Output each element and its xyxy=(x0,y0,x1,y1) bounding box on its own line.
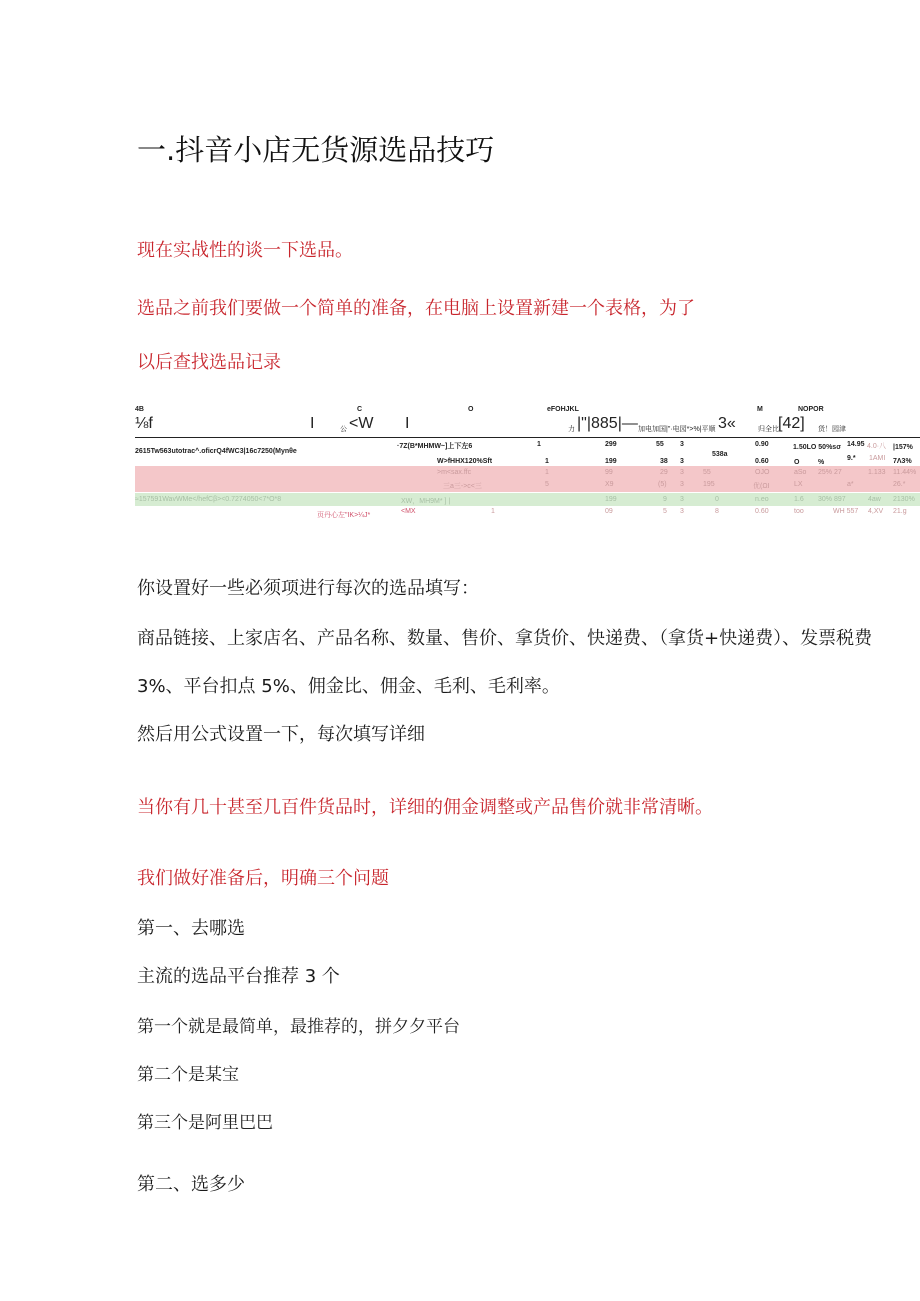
intro-line-1: 现在实战性的谈一下选品。 xyxy=(137,240,353,261)
sheet-cell: 9.* xyxy=(847,455,856,462)
sheet-cell: 1AMI xyxy=(869,455,886,462)
sheet-cell: X9 xyxy=(605,481,614,488)
sheet-cell: >m<sax.ffc xyxy=(437,469,472,476)
sheet-cell: 页丹心左"IK>¼J* xyxy=(317,512,371,519)
sheet-cell: LX xyxy=(794,481,803,488)
sheet-cell: 538a xyxy=(712,451,728,458)
sheet-cell: ·7Z(B*MHMW~]上下左6 xyxy=(397,443,473,450)
sheet-cell: 55 xyxy=(703,469,711,476)
header-cell: I xyxy=(310,415,315,432)
page-title: 一.抖音小店无货源选品技巧 xyxy=(137,133,495,167)
sheet-cell: % xyxy=(818,459,825,466)
sheet-cell: 3 xyxy=(680,458,684,465)
sheet-cell: 0.60 xyxy=(755,508,769,515)
header-cell: ⅛f xyxy=(135,415,153,432)
col-letter: eFOHJKL xyxy=(547,406,579,413)
fields-line-1: 商品链接、上家店名、产品名称、数量、售价、拿货价、快递费、（拿货+快递费）、发票税费 xyxy=(137,628,873,649)
sheet-cell: 25% 27 xyxy=(818,469,842,476)
sheet-divider xyxy=(135,437,920,438)
highlight-line-2: 我们做好准备后，明确三个问题 xyxy=(137,868,389,889)
sheet-cell: |157% xyxy=(893,444,913,451)
sheet-cell: too xyxy=(794,508,804,515)
sheet-cell: 0 xyxy=(715,496,719,503)
sheet-cell: 1 xyxy=(491,508,495,515)
sheet-cell: 299 xyxy=(605,441,617,448)
sheet-cell: 5 xyxy=(545,481,549,488)
sheet-cell: 26.* xyxy=(893,481,906,488)
fields-intro: 你设置好一些必须项进行每次的选品填写： xyxy=(137,578,479,599)
intro-line-2: 选品之前我们要做一个简单的准备，在电脑上设置新建一个表格，为了 xyxy=(137,298,695,319)
col-letter: NOPOR xyxy=(798,406,824,413)
sheet-cell: 0.90 xyxy=(755,441,769,448)
sheet-cell: aSo xyxy=(794,469,807,476)
sheet-cell: 0.60 xyxy=(755,458,769,465)
sheet-cell: 7Λ3% xyxy=(893,458,912,465)
sheet-cell: 1.133 xyxy=(868,469,886,476)
sheet-cell: 4aw xyxy=(868,496,881,503)
sheet-cell: 1 xyxy=(545,458,549,465)
intro-line-3: 以后查找选品记录 xyxy=(137,352,281,373)
header-cell: 加电加国|"·电园*>%|平顺 xyxy=(638,426,716,433)
sheet-cell: 2615Tw563utotrac^.oficrQ4fWC3|16c7250(Mynθe xyxy=(135,448,297,455)
sheet-cell: 09 xyxy=(605,508,613,515)
highlight-line-1: 当你有几十甚至几百件货品时，详细的佣金调整或产品售价就非常清晰。 xyxy=(137,797,713,818)
sheet-cell: n.eo xyxy=(755,496,769,503)
sheet-cell: 9 xyxy=(663,496,667,503)
sheet-cell: WH 557 xyxy=(833,508,859,515)
sheet-cell: 3 xyxy=(680,508,684,515)
header-cell: 归全比 xyxy=(758,426,779,433)
question-2: 第二、选多少 xyxy=(137,1174,245,1195)
header-cell: [42] xyxy=(778,415,805,432)
platform-item-1: 第一个就是最简单，最推荐的，拼夕夕平台 xyxy=(137,1017,460,1037)
sheet-cell: 2130% xyxy=(893,496,915,503)
col-letter: 4B xyxy=(135,406,144,413)
sheet-cell: 3 xyxy=(680,441,684,448)
platform-item-3: 第三个是阿里巴巴 xyxy=(137,1113,273,1133)
sheet-cell: 3 xyxy=(680,481,684,488)
sheet-cell: 199 xyxy=(605,496,617,503)
sheet-cell: 三a三->c<三 xyxy=(443,483,482,490)
sheet-cell: 99 xyxy=(605,469,613,476)
sheet-cell: 55 xyxy=(656,441,664,448)
sheet-cell: 3 xyxy=(680,496,684,503)
sheet-cell: OJO xyxy=(755,469,770,476)
header-cell: <W xyxy=(349,415,374,432)
sheet-cell: 14.95 xyxy=(847,441,865,448)
sheet-cell: (5) xyxy=(658,481,667,488)
header-cell: 力 xyxy=(568,426,575,433)
sheet-cell: 11.44% xyxy=(893,469,917,476)
spreadsheet-image xyxy=(135,402,920,522)
sheet-cell: 8 xyxy=(715,508,719,515)
col-letter: O xyxy=(468,406,474,413)
sheet-cell: O xyxy=(794,459,800,466)
sheet-cell: 21.g xyxy=(893,508,907,515)
sheet-cell: 3 xyxy=(680,469,684,476)
question-1: 第一、去哪选 xyxy=(137,918,245,939)
formula-line: 然后用公式设置一下，每次填写详细 xyxy=(137,724,425,745)
header-cell: 货！园津 xyxy=(818,426,846,433)
sheet-cell: 38 xyxy=(660,458,668,465)
header-cell: |"|885|— xyxy=(577,415,638,432)
sheet-cell: 1.6 xyxy=(794,496,804,503)
fields-line-2: 3%、平台扣点 5%、佣金比、佣金、毛利、毛利率。 xyxy=(137,676,560,697)
sheet-cell: 1.50LO 50%sσ xyxy=(793,444,841,451)
sheet-cell: 195 xyxy=(703,481,715,488)
sheet-cell: 29 xyxy=(660,469,668,476)
sheet-cell: 优(ΩI xyxy=(753,483,770,490)
header-cell: 公 xyxy=(340,426,347,433)
sheet-cell: 199 xyxy=(605,458,617,465)
sheet-cell: 5 xyxy=(663,508,667,515)
col-letter: M xyxy=(757,406,763,413)
sheet-cell: 4.0·八 xyxy=(867,443,887,450)
sheet-cell: ≈157591WavWMe</hefCβ><0.7274050<7*O*8 xyxy=(135,496,282,503)
platform-item-2: 第二个是某宝 xyxy=(137,1065,239,1085)
sheet-cell: <MX xyxy=(401,508,416,515)
col-letter: C xyxy=(357,406,363,413)
platforms-title: 主流的选品平台推荐 3 个 xyxy=(137,966,340,987)
header-cell: 3« xyxy=(718,415,736,432)
sheet-cell: XW，MH9M* ] | xyxy=(401,498,451,505)
sheet-cell: 30% 897 xyxy=(818,496,846,503)
sheet-cell: 1 xyxy=(537,441,541,448)
sheet-cell: 4,XV xyxy=(868,508,884,515)
sheet-cell: 1 xyxy=(545,469,549,476)
header-cell: I xyxy=(405,415,410,432)
sheet-cell: a* xyxy=(847,481,854,488)
sheet-cell: W>fHHX120%Sft xyxy=(437,458,493,465)
